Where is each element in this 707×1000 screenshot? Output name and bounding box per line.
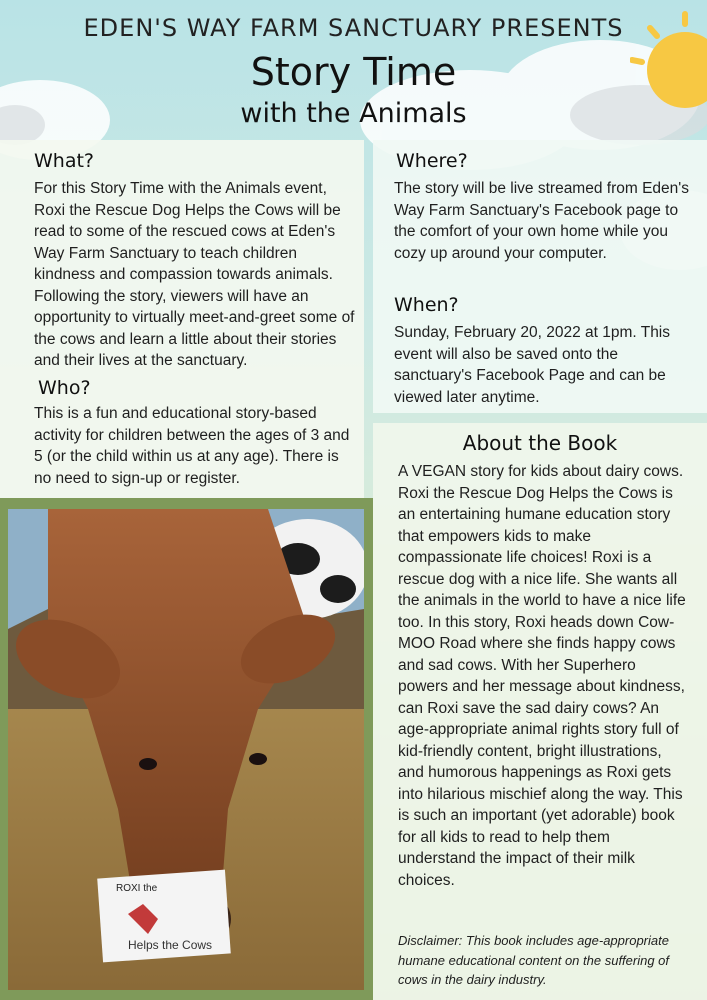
book-title: ROXI the — [116, 883, 158, 894]
book-cover — [97, 870, 231, 963]
who-body: This is a fun and educational story-based activity for children between the ages of 3 and 5 (or the child within us at any age). There is no need to sign-up or register. — [34, 405, 350, 487]
event-subtitle: with the Animals — [240, 98, 467, 129]
disclaimer: Disclaimer: This book includes age-appropriate humane educational content on the suffering of cows in the dairy industry. — [398, 933, 670, 987]
event-title: Story Time — [250, 50, 457, 94]
what-heading: What? — [34, 150, 95, 172]
who-heading: Who? — [38, 377, 91, 399]
what-body: For this Story Time with the Animals event, Roxi the Rescue Dog Helps the Cows will be read to some of the rescued cows at Eden's Way Farm Sanctuary to teach children kindness and compassion towards animals. Following the story, viewers will have an opportunity to virtually meet-and-greet some of the cows and learn a little about their stories and their lives at the sanctuary. — [34, 180, 355, 369]
book-subtitle: Helps the Cows — [128, 938, 213, 952]
cow-photo — [8, 509, 364, 990]
where-body: The story will be live streamed from Eden's Way Farm Sanctuary's Facebook page to the comfort of your own home while you cozy up around your computer. — [394, 180, 689, 262]
presenter-line: EDEN'S WAY FARM SANCTUARY PRESENTS — [83, 14, 624, 42]
where-heading: Where? — [396, 150, 468, 172]
header — [0, 0, 707, 140]
when-body: Sunday, February 20, 2022 at 1pm. This event will also be saved onto the sanctuary's Facebook Page and can be viewed later anytime. — [394, 324, 671, 406]
when-heading: When? — [394, 294, 459, 316]
about-book-body: A VEGAN story for kids about dairy cows. Roxi the Rescue Dog Helps the Cows is an entertaining humane education story that empowers kids to make compassionate life choices! Roxi is a rescue dog with a nice life. She wants all the animals in the world to have a nice life too. In this story, Roxi heads down Cow-MOO Road where she finds happy cows and sad cows. With her Superhero powers and her message about kindness, can Roxi save the sad dairy cows? An age-appropriate animal rights story full of kid-friendly content, bright illustrations, and humorous happenings as Roxi gets into hilarious mischief along the way. This is such an important (yet adorable) book for all kids to read to help them understand the impact of their milk choices. — [398, 463, 686, 889]
about-book-heading: About the Book — [462, 431, 618, 455]
